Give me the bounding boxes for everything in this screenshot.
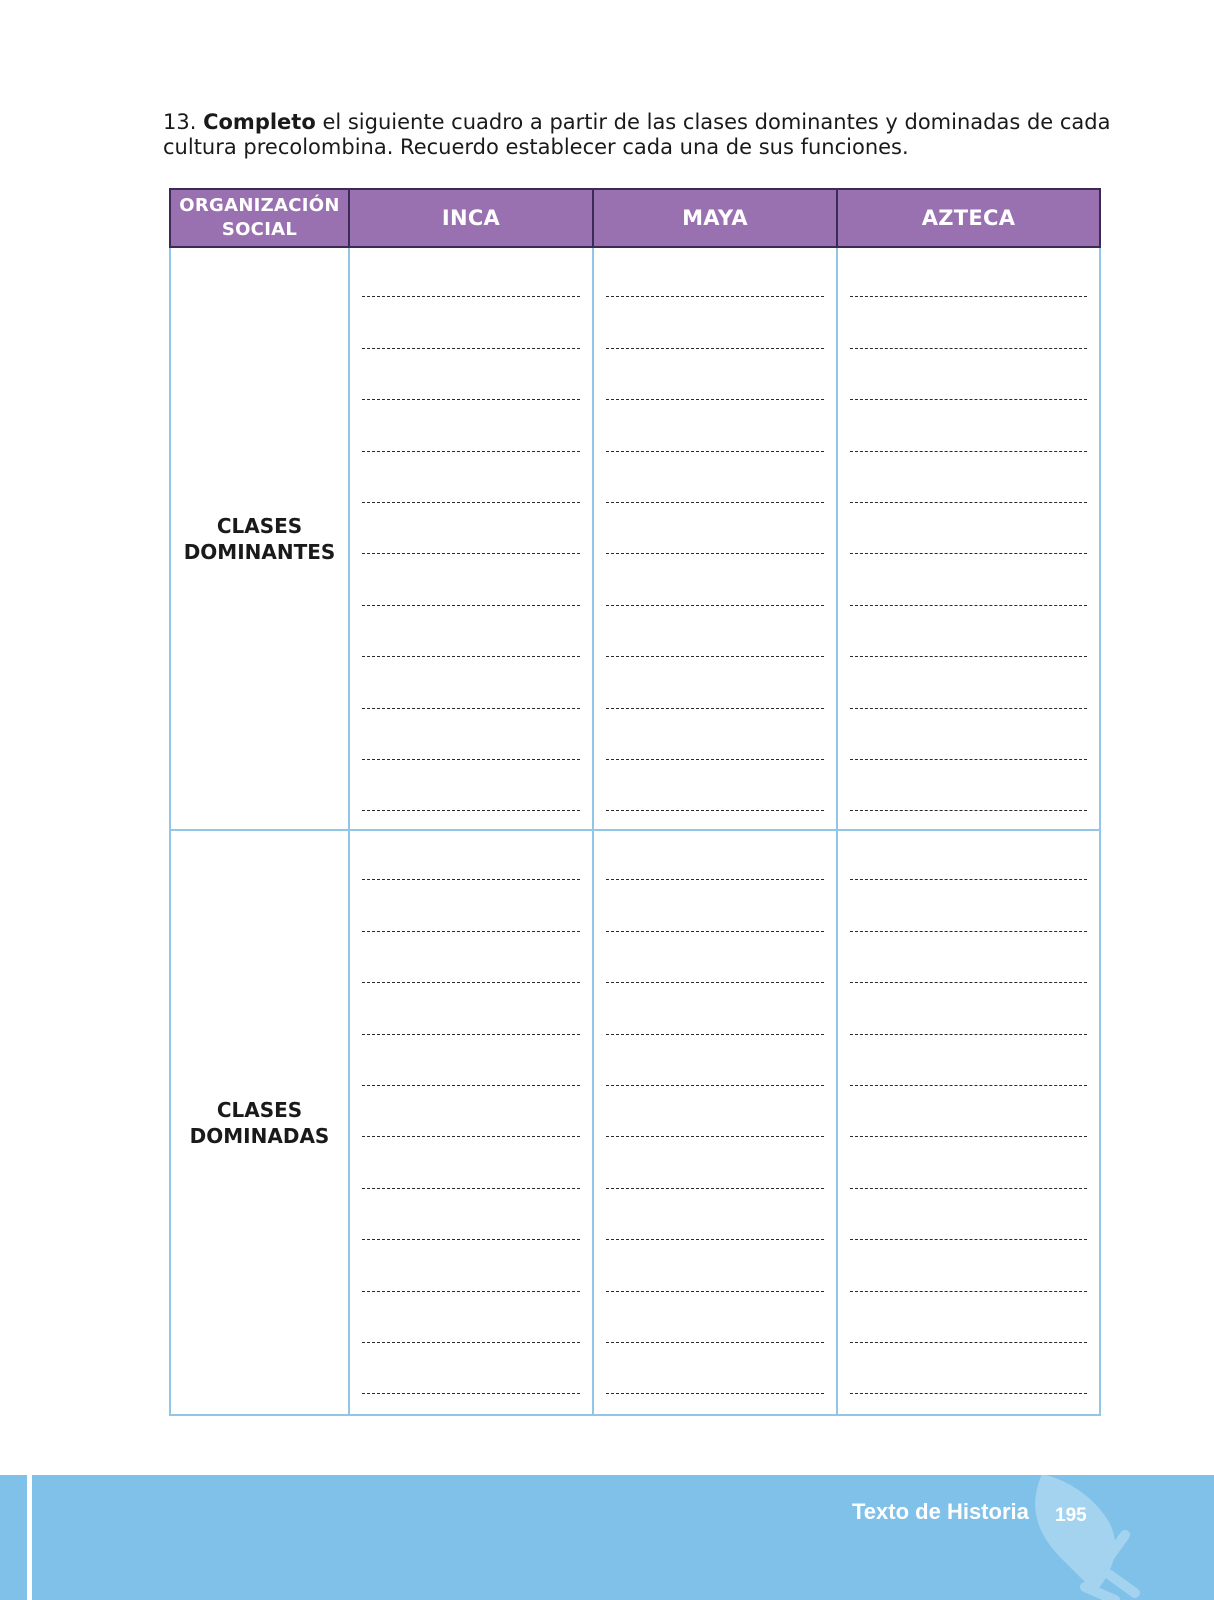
book-title: Texto de Historia [852,1499,1029,1524]
answer-line[interactable] [850,1100,1087,1151]
answer-line[interactable] [850,1254,1087,1305]
answer-line[interactable] [850,1203,1087,1254]
instruction-body: el siguiente cuadro a partir de las clases dominantes y dominadas de cada cultura precolombina. Recuerdo establecer cada una de sus funciones. [163,110,1111,159]
answer-line[interactable] [850,774,1087,825]
answer-line[interactable] [362,620,580,671]
answer-lines[interactable] [350,248,592,825]
answer-line[interactable] [850,997,1087,1048]
answer-line[interactable] [850,620,1087,671]
answer-cell-azteca-dominadas[interactable] [837,830,1100,1415]
instruction-verb: Completo [203,110,316,134]
answer-line[interactable] [606,1203,824,1254]
answer-line[interactable] [606,414,824,465]
answer-cell-inca-dominadas[interactable] [349,830,593,1415]
answer-line[interactable] [606,517,824,568]
answer-line[interactable] [606,1254,824,1305]
header-organizacion-social: ORGANIZACIÓN SOCIAL [170,189,349,247]
header-azteca: AZTECA [837,189,1100,247]
answer-line[interactable] [362,1100,580,1151]
answer-line[interactable] [850,260,1087,311]
answer-line[interactable] [606,671,824,722]
answer-cell-azteca-dominantes[interactable] [837,247,1100,830]
answer-line[interactable] [850,311,1087,362]
answer-line[interactable] [606,946,824,997]
answer-line[interactable] [850,843,1087,894]
answer-line[interactable] [850,363,1087,414]
answer-line[interactable] [606,723,824,774]
answer-line[interactable] [362,260,580,311]
answer-line[interactable] [362,1049,580,1100]
answer-line[interactable] [362,568,580,619]
answer-line[interactable] [362,723,580,774]
answer-line[interactable] [850,568,1087,619]
answer-line[interactable] [362,1254,580,1305]
answer-line[interactable] [850,946,1087,997]
answer-lines[interactable] [838,831,1099,1408]
footer-divider [27,1475,32,1600]
table-header-row [170,189,1100,247]
answer-line[interactable] [606,260,824,311]
answer-line[interactable] [606,997,824,1048]
row-label-dominantes: CLASES DOMINANTES [170,247,349,830]
answer-line[interactable] [362,363,580,414]
instruction-text [163,110,1113,160]
answer-line[interactable] [850,1357,1087,1408]
row-clases-dominadas [170,830,1100,1415]
answer-line[interactable] [850,414,1087,465]
answer-line[interactable] [362,1151,580,1202]
answer-lines[interactable] [838,248,1099,825]
answer-line[interactable] [362,774,580,825]
answer-line[interactable] [362,1306,580,1357]
answer-line[interactable] [850,517,1087,568]
answer-line[interactable] [606,1151,824,1202]
answer-line[interactable] [850,1151,1087,1202]
answer-line[interactable] [606,774,824,825]
page-footer [0,1475,1214,1600]
answer-line[interactable] [362,946,580,997]
answer-line[interactable] [850,894,1087,945]
answer-line[interactable] [850,671,1087,722]
answer-line[interactable] [362,1357,580,1408]
exercise-number: 13. [163,110,197,134]
answer-cell-inca-dominantes[interactable] [349,247,593,830]
answer-line[interactable] [606,568,824,619]
rocket-icon [1025,1475,1155,1600]
answer-line[interactable] [850,1049,1087,1100]
answer-line[interactable] [606,620,824,671]
answer-line[interactable] [362,1203,580,1254]
answer-line[interactable] [362,843,580,894]
header-maya: MAYA [593,189,837,247]
answer-line[interactable] [606,466,824,517]
answer-line[interactable] [850,1306,1087,1357]
answer-line[interactable] [362,311,580,362]
answer-lines[interactable] [594,248,836,825]
answer-line[interactable] [606,311,824,362]
answer-line[interactable] [606,1049,824,1100]
answer-line[interactable] [362,517,580,568]
answer-lines[interactable] [594,831,836,1408]
answer-line[interactable] [362,414,580,465]
answer-line[interactable] [606,843,824,894]
answer-line[interactable] [850,723,1087,774]
answer-lines[interactable] [350,831,592,1408]
answer-line[interactable] [606,1306,824,1357]
answer-cell-maya-dominantes[interactable] [593,247,837,830]
row-clases-dominantes [170,247,1100,830]
answer-line[interactable] [362,671,580,722]
answer-line[interactable] [606,1357,824,1408]
answer-line[interactable] [606,1100,824,1151]
answer-line[interactable] [850,466,1087,517]
answer-line[interactable] [362,894,580,945]
answer-cell-maya-dominadas[interactable] [593,830,837,1415]
header-inca: INCA [349,189,593,247]
answer-line[interactable] [362,466,580,517]
social-organization-table [169,188,1101,1416]
page-number: 195 [1055,1505,1087,1526]
row-label-dominadas: CLASES DOMINADAS [170,830,349,1415]
footer-left-stripe [0,1475,27,1600]
answer-line[interactable] [362,997,580,1048]
answer-line[interactable] [606,894,824,945]
answer-line[interactable] [606,363,824,414]
